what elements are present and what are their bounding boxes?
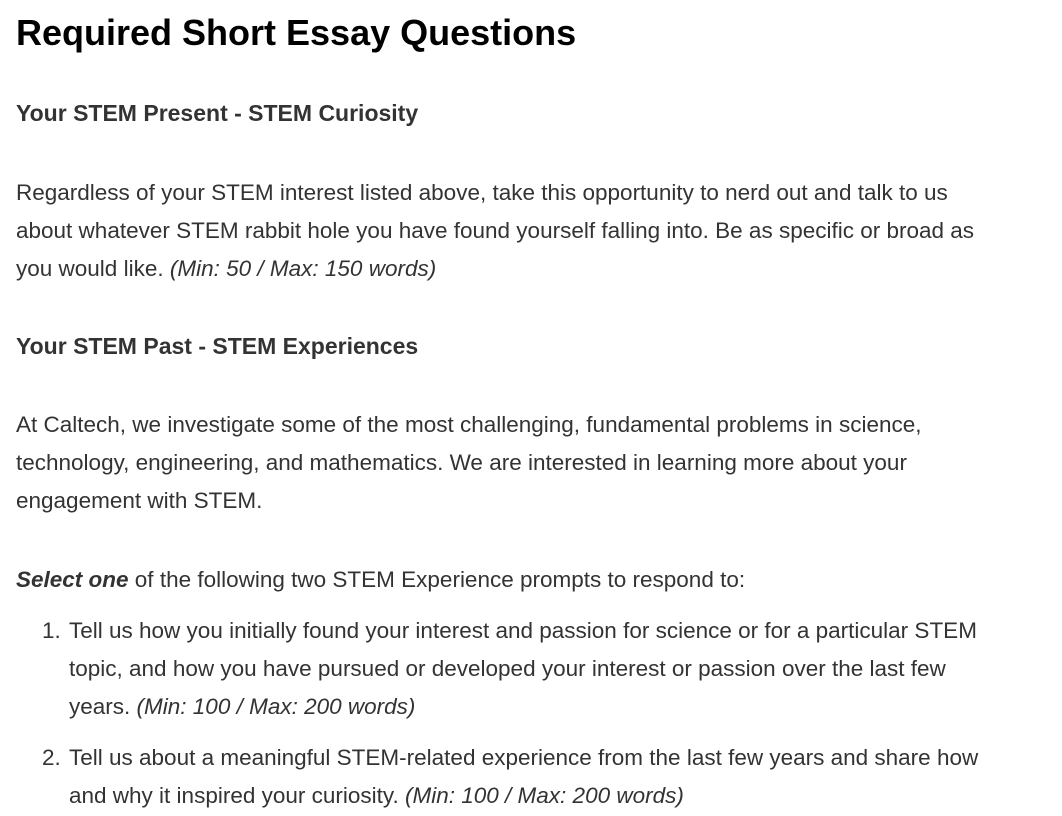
- word-count-limit: (Min: 50 / Max: 150 words): [169, 256, 437, 281]
- select-instruction-text: of the following two STEM Experience prompts to respond to:: [128, 567, 746, 592]
- word-count-limit: (Min: 100 / Max: 200 words): [136, 694, 416, 719]
- paragraph-line: about whatever STEM rabbit hole you have found yourself falling into. Be as specific or broad as: [16, 218, 975, 243]
- prompt-text: [69, 612, 977, 726]
- prompt-line: Tell us about a meaningful STEM-related experience from the last few years and share how: [69, 745, 979, 770]
- paragraph-line: Regardless of your STEM interest listed above, take this opportunity to nerd out and talk to us: [16, 180, 948, 205]
- prompt-line-text: and why it inspired your curiosity.: [69, 783, 399, 808]
- prompt-line-text: years.: [69, 694, 131, 719]
- prompt-number: 2.: [42, 745, 61, 770]
- prompt-line: [69, 777, 978, 815]
- stem-present-paragraph: [16, 174, 1056, 288]
- word-count-limit: (Min: 100 / Max: 200 words): [405, 783, 684, 808]
- prompt-list-item: [42, 612, 977, 726]
- select-emphasis: Select one: [16, 567, 129, 592]
- section-heading-stem-present: Your STEM Present - STEM Curiosity: [16, 100, 419, 126]
- paragraph-line: technology, engineering, and mathematics. We are interested in learning more about your: [16, 450, 907, 475]
- prompt-text: [69, 739, 978, 815]
- paragraph-line-text: you would like.: [16, 256, 164, 281]
- paragraph-line: [16, 250, 1056, 288]
- section-heading-stem-past: Your STEM Past - STEM Experiences: [16, 333, 419, 359]
- page-title: Required Short Essay Questions: [16, 12, 577, 53]
- paragraph-line: At Caltech, we investigate some of the most challenging, fundamental problems in science,: [16, 412, 922, 437]
- prompt-number: 1.: [42, 618, 61, 643]
- prompt-line: Tell us how you initially found your interest and passion for science or for a particular STEM: [69, 618, 977, 643]
- select-instruction: [16, 561, 745, 599]
- prompt-list-item: [42, 739, 978, 815]
- prompt-line: [69, 688, 977, 726]
- prompt-line: topic, and how you have pursued or developed your interest or passion over the last few: [69, 656, 946, 681]
- paragraph-line: engagement with STEM.: [16, 488, 263, 513]
- stem-past-paragraph: [16, 406, 1056, 520]
